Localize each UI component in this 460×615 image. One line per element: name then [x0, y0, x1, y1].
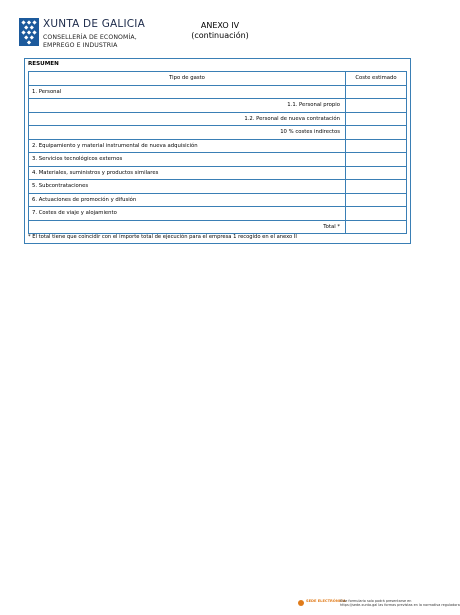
table-row — [29, 166, 407, 180]
table-row — [29, 207, 407, 221]
footer-notice — [340, 599, 460, 607]
annex-subtitle: (continuación) — [191, 31, 249, 40]
table-row — [29, 153, 407, 167]
cost-input-total[interactable] — [346, 220, 407, 234]
expense-type-personnel: 1. Personal — [29, 85, 346, 99]
expense-type-travel: 7. Costes de viaje y alojamiento — [29, 207, 346, 221]
cost-input-subcontracting[interactable] — [346, 180, 407, 194]
cost-input-personnel[interactable] — [346, 85, 407, 99]
expense-summary-table — [28, 71, 407, 234]
table-row — [29, 126, 407, 140]
footer-notice-line2: https://sede.xunta.gal las formas previstas en la normativa reguladora — [340, 603, 460, 608]
table-row — [29, 180, 407, 194]
organization-logo — [19, 18, 144, 54]
table-row — [29, 99, 407, 113]
cost-input-own-staff[interactable] — [346, 99, 407, 113]
table-row — [29, 112, 407, 126]
org-department-line1: CONSELLERÍA DE ECONOMÍA, — [43, 34, 137, 41]
summary-section — [24, 58, 411, 244]
table-row — [29, 85, 407, 99]
table-row — [29, 139, 407, 153]
table-header-row — [29, 72, 407, 86]
cost-input-new-hires[interactable] — [346, 112, 407, 126]
cost-input-equipment[interactable] — [346, 139, 407, 153]
expense-type-promotion: 6. Actuaciones de promoción y difusión — [29, 193, 346, 207]
cost-input-tech-services[interactable] — [346, 153, 407, 167]
cost-input-promotion[interactable] — [346, 193, 407, 207]
expense-type-tech-services: 3. Servicios tecnológicos externos — [29, 153, 346, 167]
expense-type-indirect-costs: 10 % costes indirectos — [29, 126, 346, 140]
footer-brand: SEDE ELECTRÓNICA — [306, 599, 346, 603]
total-row — [29, 220, 407, 234]
cost-input-indirect-costs[interactable] — [346, 126, 407, 140]
expense-type-own-staff: 1.1. Personal propio — [29, 99, 346, 113]
total-label: Total * — [29, 220, 346, 234]
column-header-type: Tipo de gasto — [29, 72, 346, 86]
expense-type-materials: 4. Materiales, suministros y productos similares — [29, 166, 346, 180]
org-department-line2: EMPREGO E INDUSTRIA — [43, 42, 118, 49]
annex-heading — [150, 21, 290, 41]
footer-notice-line1: Este formulario solo podrá presentarse en — [340, 599, 412, 603]
section-label: RESUMEN — [28, 61, 59, 67]
expense-type-new-hires: 1.2. Personal de nueva contratación — [29, 112, 346, 126]
cost-input-materials[interactable] — [346, 166, 407, 180]
cost-input-travel[interactable] — [346, 207, 407, 221]
expense-type-equipment: 2. Equipamiento y material instrumental de nueva adquisición — [29, 139, 346, 153]
footnote: * El total tiene que coincidir con el importe total de ejecución para el empresa 1 recogido en el anexo II — [28, 234, 297, 240]
table-row — [29, 193, 407, 207]
expense-type-subcontracting: 5. Subcontrataciones — [29, 180, 346, 194]
org-title: XUNTA DE GALICIA — [43, 18, 145, 30]
xunta-shield-icon — [19, 18, 39, 46]
page-footer — [298, 599, 460, 610]
column-header-cost: Coste estimado — [346, 72, 407, 86]
annex-title: ANEXO IV — [200, 21, 240, 30]
sede-logo-icon — [298, 600, 304, 606]
